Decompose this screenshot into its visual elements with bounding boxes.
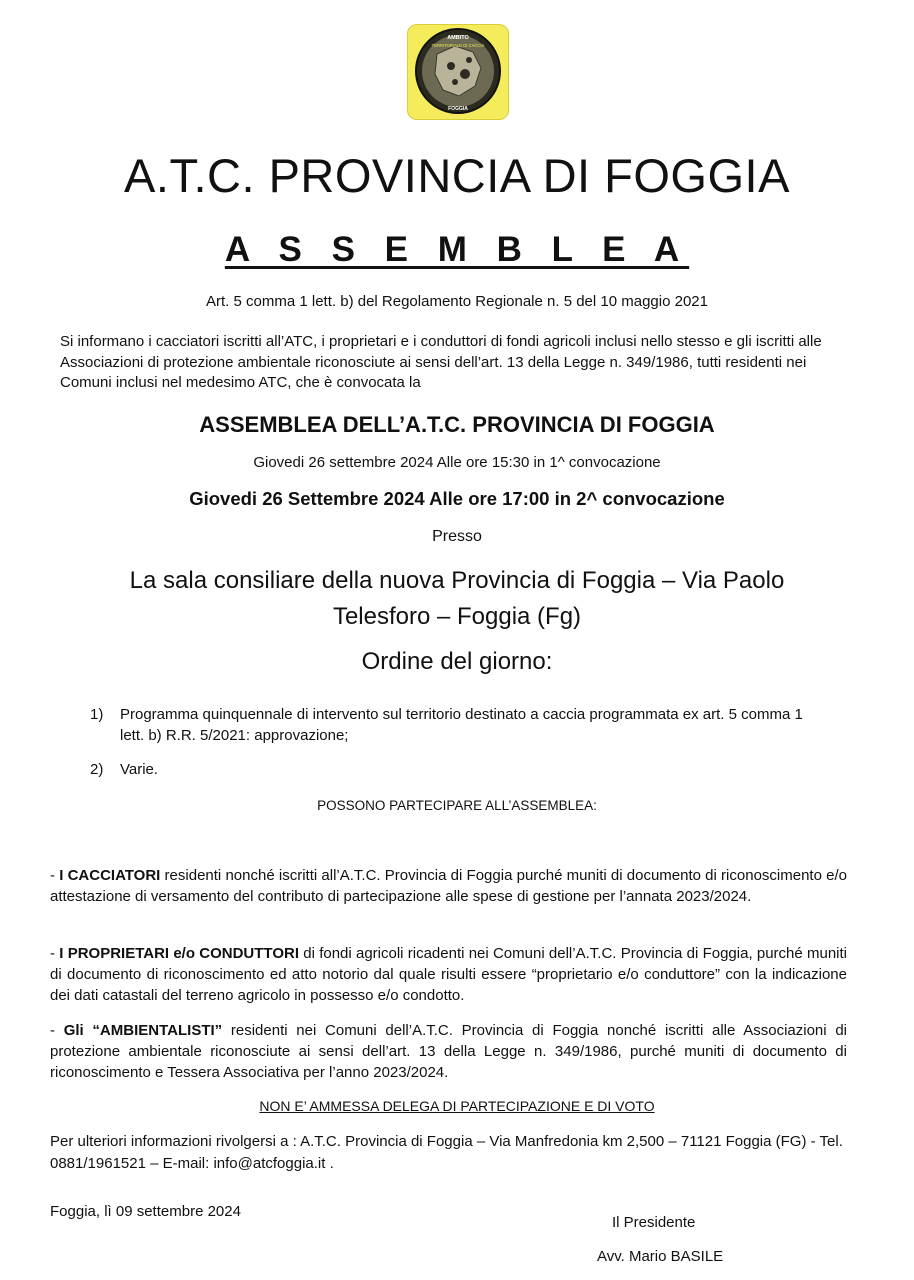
group-text: residenti nei Comuni dell’A.T.C. Provincia di Foggia nonché iscritti alle Associazioni di protezione ambientale riconosciute ai sensi dell’art. 13 della Legge n. 349/1986, purché muniti di documento di riconoscimento e Tessera Associativa per l’anno 2023/2024. <box>50 1022 847 1081</box>
regulation-reference: Art. 5 comma 1 lett. b) del Regolamento Regionale n. 5 del 10 maggio 2021 <box>206 293 708 310</box>
participant-group <box>50 943 847 1006</box>
second-call: Giovedi 26 Settembre 2024 Alle ore 17:00 in 2^ convocazione <box>189 488 725 509</box>
place-date: Foggia, lì 09 settembre 2024 <box>50 1203 241 1220</box>
agenda-item-number: 1) <box>90 706 104 723</box>
agenda-item <box>90 704 850 748</box>
venue-line-1: La sala consiliare della nuova Provincia di Foggia – Via Paolo <box>129 567 785 594</box>
logo-text-bottom: FOGGIA <box>448 106 468 112</box>
logo-text-top: AMBITO <box>447 35 469 41</box>
presso-label: Presso <box>432 528 482 545</box>
agenda-item-text: Programma quinquennale di intervento sul territorio destinato a caccia programmata ex art. 5 comma 1 lett. b) R.R. 5/2021: approvazione; <box>120 706 803 744</box>
signatory-role: Il Presidente <box>612 1214 696 1231</box>
venue <box>0 563 914 635</box>
first-call: Giovedi 26 settembre 2024 Alle ore 15:30 in 1^ convocazione <box>253 454 661 471</box>
no-delegation-notice: NON E’ AMMESSA DELEGA DI PARTECIPAZIONE E DI VOTO <box>259 1098 655 1114</box>
agenda-item-text: Varie. <box>120 761 159 778</box>
subtitle-text: A S S E M B L E A <box>224 230 690 269</box>
group-text: residenti nonché iscritti all’A.T.C. Provincia di Foggia purché muniti di documento di riconoscimento e/o attestazione di versamento del contributo di partecipazione alle spese di gestione per l’annata 2023/2024. <box>50 867 847 905</box>
intro-paragraph: Si informano i cacciatori iscritti all’ATC, i proprietari e i conduttori di fondi agricoli inclusi nello stesso e gli iscritti alle Associazioni di protezione ambientale riconosciute ai sensi dell’art. 13 della Legge n. 349/1986, tutti residenti nei Comuni inclusi nel medesimo ATC, che è convocata la <box>60 333 822 391</box>
group-prefix: - <box>50 1022 64 1039</box>
group-title: I PROPRIETARI e/o CONDUTTORI <box>59 945 299 962</box>
group-text: di fondi agricoli ricadenti nei Comuni dell’A.T.C. Provincia di Foggia, purché muniti di documento di riconoscimento ed atto notorio dal quale risulti essere “proprietario e/o conduttore” con la indicazione dei dati catastali del terreno agricolo in possesso e/o condotto. <box>50 945 847 1004</box>
contact-info: Per ulteriori informazioni rivolgersi a : A.T.C. Provincia di Foggia – Via Manfredonia km 2,500 – 71121 Foggia (FG) - Tel. 0881/1961521 – E-mail: info@atcfoggia.it . <box>50 1133 843 1172</box>
atc-logo <box>407 24 509 120</box>
venue-line-2: Telesforo – Foggia (Fg) <box>332 603 582 630</box>
group-title: I CACCIATORI <box>59 867 161 884</box>
page-subtitle <box>0 230 914 270</box>
assembly-heading: ASSEMBLEA DELL’A.T.C. PROVINCIA DI FOGGIA <box>199 412 715 437</box>
participant-group <box>50 1020 847 1083</box>
participants-heading: POSSONO PARTECIPARE ALL’ASSEMBLEA: <box>317 798 597 813</box>
group-prefix: - <box>50 945 60 962</box>
agenda-heading: Ordine del giorno: <box>361 648 553 675</box>
signatory-name: Avv. Mario BASILE <box>597 1248 724 1265</box>
participant-group <box>50 865 847 907</box>
page-title: A.T.C. PROVINCIA DI FOGGIA <box>124 149 790 202</box>
logo-text-arc: TERRITORIALE DI CACCIA <box>431 43 485 48</box>
agenda-item-number: 2) <box>90 761 104 778</box>
group-prefix: - <box>50 867 60 884</box>
agenda-item <box>90 759 850 781</box>
group-title: Gli “AMBIENTALISTI” <box>63 1022 223 1039</box>
logo-emblem-icon <box>407 24 509 120</box>
